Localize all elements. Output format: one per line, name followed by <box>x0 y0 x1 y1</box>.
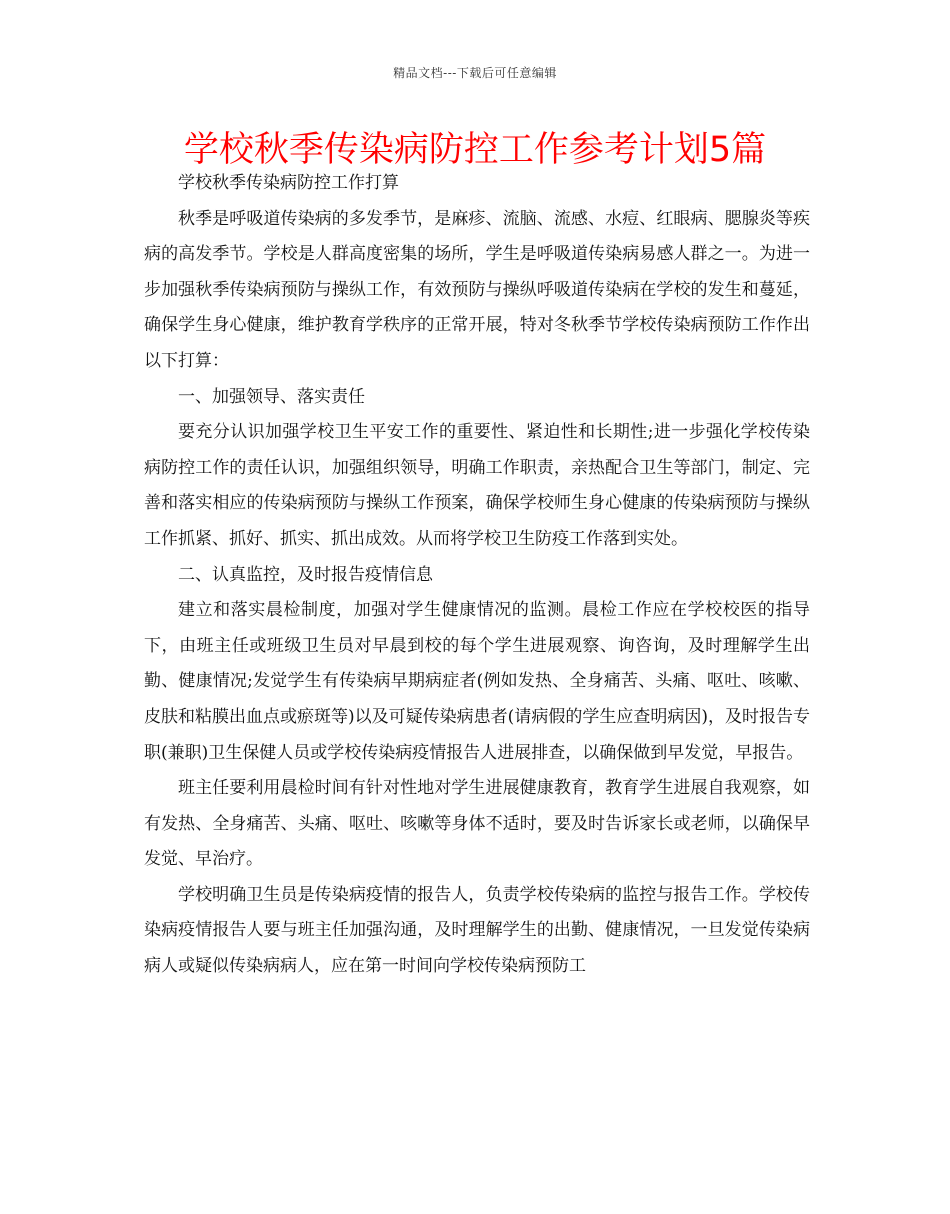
section-heading: 一、加强领导、落实责任 <box>178 386 365 407</box>
subtitle-paragraph: 学校秋季传染病防控工作打算 <box>178 173 399 193</box>
body-paragraph: 建立和落实晨检制度，加强对学生健康情况的监测。晨检工作应在学校校医的指导下，由班主任或班级卫生员对早晨到校的每个学生进展观察、询咨询，及时理解学生出勤、健康情况;发觉学生有传染病早期病症者(例如发热、全身痛苦、头痛、呕吐、咳嗽、皮肤和粘膜出血点或瘀斑等)以及可疑传染病患者(请病假的学生应查明病因)，及时报告专职(兼职)卫生保健人员或学校传染病疫情报告人进展排查，以确保做到早发觉，早报告。 <box>144 600 810 763</box>
body-paragraph: 学校明确卫生员是传染病疫情的报告人，负责学校传染病的监控与报告工作。学校传染病疫情报告人要与班主任加强沟通，及时理解学生的出勤、健康情况，一旦发觉传染病病人或疑似传染病病人，应在第一时间向学校传染病预防工 <box>144 884 810 977</box>
document-body <box>144 166 810 985</box>
body-paragraph: 秋季是呼吸道传染病的多发季节，是麻疹、流脑、流感、水痘、红眼病、腮腺炎等疾病的高发季节。学校是人群高度密集的场所，学生是呼吸道传染病易感人群之一。为进一步加强秋季传染病预防与操纵工作，有效预防与操纵呼吸道传染病在学校的发生和蔓延，确保学生身心健康，维护教育学秩序的正常开展，特对冬秋季节学校传染病预防工作作出以下打算： <box>144 208 810 371</box>
body-paragraph: 要充分认识加强学校卫生平安工作的重要性、紧迫性和长期性;进一步强化学校传染病防控工作的责任认识，加强组织领导，明确工作职责，亲热配合卫生等部门，制定、完善和落实相应的传染病预防与操纵工作预案，确保学校师生身心健康的传染病预防与操纵工作抓紧、抓好、抓实、抓出成效。从而将学校卫生防疫工作落到实处。 <box>144 422 810 549</box>
document-title: 学校秋季传染病防控工作参考计划5篇 <box>183 130 767 170</box>
section-heading: 二、认真监控，及时报告疫情信息 <box>178 564 433 585</box>
header-note: 精品文档---下载后可任意编辑 <box>393 66 557 80</box>
body-paragraph: 班主任要利用晨检时间有针对性地对学生进展健康教育，教育学生进展自我观察，如有发热、全身痛苦、头痛、呕吐、咳嗽等身体不适时，要及时告诉家长或老师，以确保早发觉、早治疗。 <box>144 778 810 870</box>
